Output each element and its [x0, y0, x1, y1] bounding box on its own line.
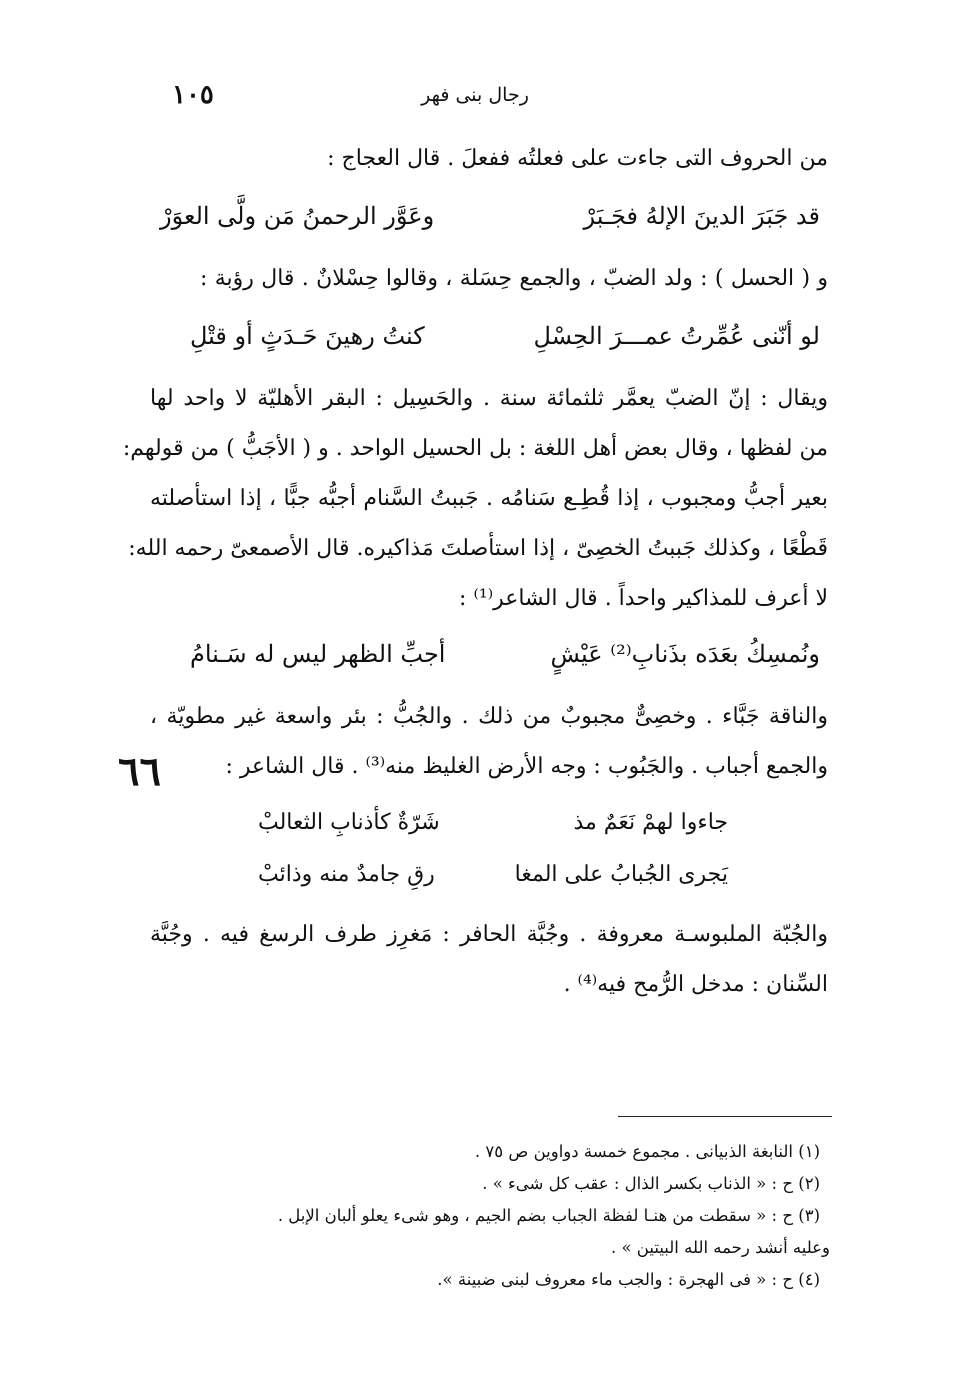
body-line: لا أعرف للمذاكير واحداً . قال الشاعر⁽¹⁾ : — [459, 586, 828, 611]
verse-hemistich: وعَوَّر الرحمنُ مَن ولَّى العوَرْ — [160, 202, 435, 230]
footnote-divider — [618, 1116, 832, 1117]
verse-hemistich: أجبِّ الظهر ليس له سَـنامُ — [190, 640, 446, 668]
body-line: السِّنان : مدخل الرُّمح فيه⁽⁴⁾ . — [563, 972, 828, 997]
verse-hemistich: رقِ جامدٌ منه وذائبْ — [258, 862, 435, 887]
body-line: بعير أجبُّ ومجبوب ، إذا قُطِـع سَنامُه . جَببتُ السَّنام أجبُّه جبًّا ، إذا استأصلته — [150, 486, 828, 511]
footnote: (١) النابغة الذبيانى . مجموع خمسة دواوين ص ٧٥ . — [474, 1142, 820, 1161]
verse-line — [160, 202, 820, 230]
body-line: والجمع أجباب . والجَبُوب : وجه الأرض الغليظ منه⁽³⁾ . قال الشاعر : — [225, 754, 828, 779]
body-line: قَطْعًا ، وكذلك جَببتُ الخصِىّ ، إذا استأصلتَ مَذاكيره. قال الأصمعىّ رحمه الله: — [128, 536, 828, 561]
body-line: ويقال : إنّ الضبّ يعمَّر ثلثمائة سنة . والحَسِيل : البقر الأهليّة لا واحد لها — [150, 386, 828, 411]
verse-line — [190, 640, 820, 668]
body-line: و ( الحسل ) : ولد الضبّ ، والجمع حِسَلة ، وقالوا حِسْلانٌ . قال رؤبة : — [200, 266, 828, 291]
verse-line — [258, 810, 728, 835]
running-title: رجال بنى فهر — [421, 84, 529, 106]
verse-hemistich: جاءوا لهمْ نَعَمٌ مذ — [573, 810, 728, 835]
verse-hemistich: شَرّةٌ كأذنابِ الثعالبْ — [258, 810, 440, 835]
verse-hemistich: يَجرى الجُبابُ على المغا — [514, 862, 728, 887]
footnote-continuation: وعليه أنشد رحمه الله البيتين » . — [610, 1238, 830, 1257]
footnote: (٤) ح : « فى الهجرة : والجب ماء معروف لبنى ضبينة ». — [437, 1270, 820, 1289]
page-number: ١٠٥ — [172, 80, 214, 110]
verse-hemistich: قد جَبَرَ الدينَ الإلهُ فجَـبَرْ — [583, 202, 820, 230]
verse-line — [258, 862, 728, 887]
body-line: من لفظها ، وقال بعض أهل اللغة : بل الحسيل الواحد . و ( الأجَبُّ ) من قولهم: — [122, 436, 828, 461]
verse-line — [190, 322, 820, 350]
verse-hemistich: ونُمسِكُ بعَدَه بذَنابِ⁽²⁾ عَيْشٍ — [550, 640, 820, 668]
footnote: (٢) ح : « الذناب بكسر الذال : عقب كل شىء » . — [482, 1174, 820, 1193]
body-line: والجُبّة الملبوسـة معروفة . وجُبَّة الحافر : مَغرِز طرف الرسغ فيه . وجُبَّة — [150, 922, 828, 947]
body-line: من الحروف التى جاءت على فعلتُه ففعلَ . قال العجاج : — [327, 146, 828, 171]
footnote: (٣) ح : « سقطت من هنـا لفظة الجباب بضم الجيم ، وهو شىء يعلو ألبان الإبل . — [277, 1206, 820, 1225]
verse-hemistich: كنتُ رهينَ حَـدَثٍ أو قتْلِ — [190, 322, 425, 350]
margin-number: ٦٦ — [118, 748, 161, 795]
body-line: والناقة جَبَّاء . وخصِىٌّ مجبوبٌ من ذلك . والجُبُّ : بئر واسعة غير مطويّة ، — [150, 704, 828, 729]
verse-hemistich: لو أنّنى عُمِّرتُ عمـــرَ الحِسْلِ — [533, 322, 820, 350]
